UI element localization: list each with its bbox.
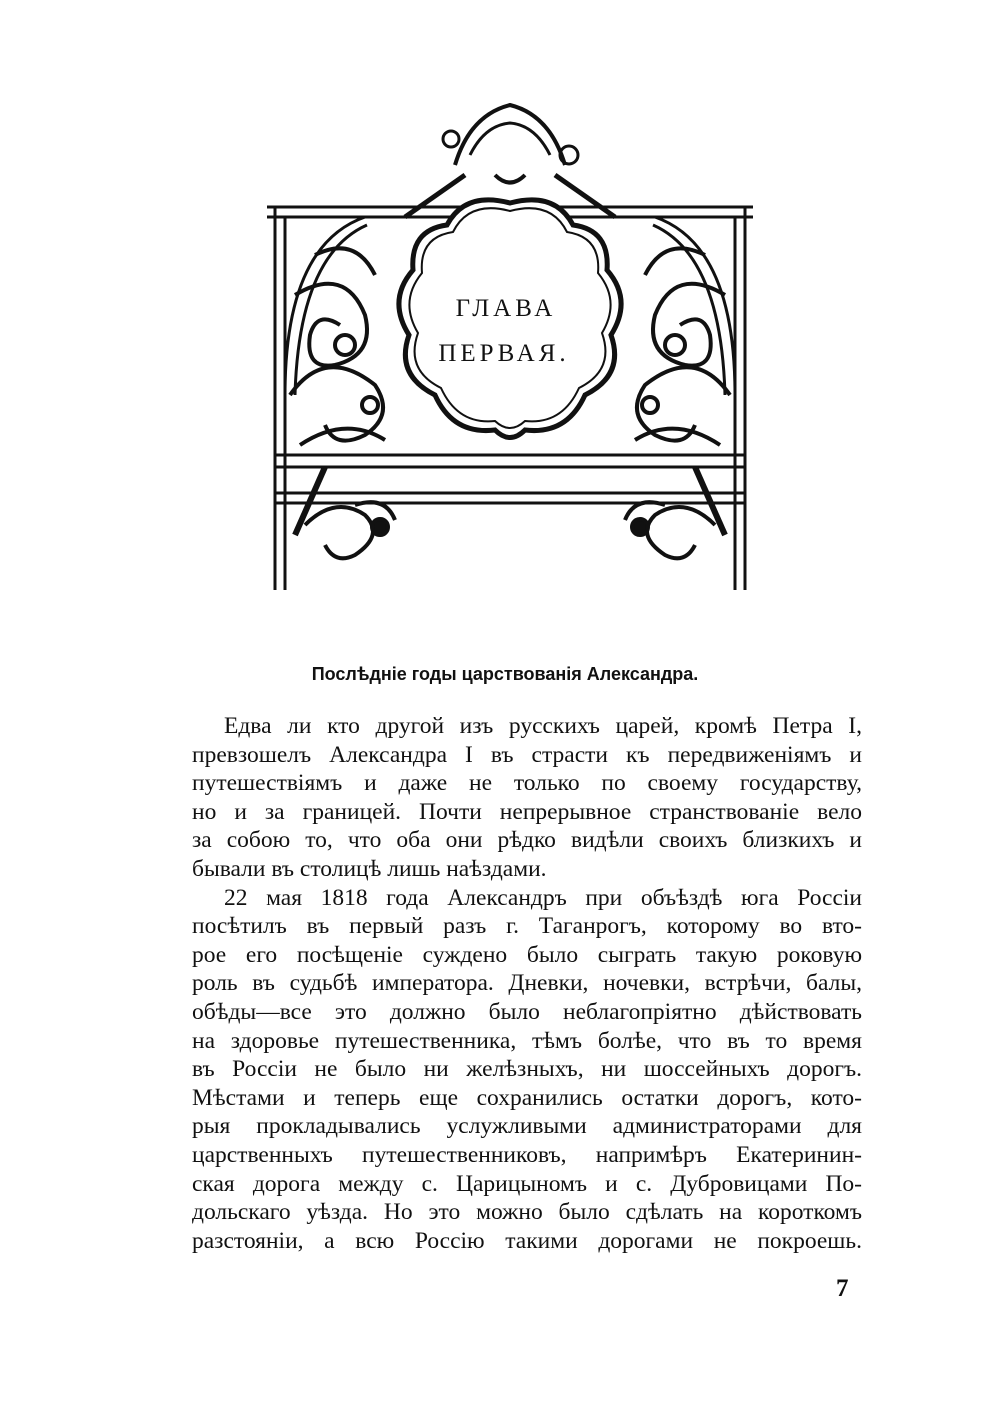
text-line: бывали въ столицѣ лишь наѣздами. <box>192 855 547 882</box>
text-line: рыя прокладывались услужливыми администраторами для <box>192 1113 862 1140</box>
text-line: обѣды—все это должно было неблагопріятно дѣйствовать <box>192 998 862 1025</box>
chapter-ornament <box>255 95 765 595</box>
text-line: посѣтилъ въ первый разъ г. Таганрогъ, которому во вто- <box>192 913 862 940</box>
text-line: путешествіямъ и даже не только по своему государству, <box>192 770 862 797</box>
text-line: царственныхъ путешественниковъ, напримѣръ Екатеринин- <box>192 1141 862 1168</box>
text-line: рое его посѣщеніе суждено было сыграть такую роковую <box>192 941 862 968</box>
text-line: роль въ судьбѣ императора. Дневки, ночевки, встрѣчи, балы, <box>192 970 862 997</box>
text-line: за собою то, что оба они рѣдко видѣли своихъ близкихъ и <box>192 827 862 854</box>
text-line: Едва ли кто другой изъ русскихъ царей, кромѣ Петра I, <box>224 713 862 739</box>
text-line: но и за границей. Почти непрерывное странствованіе вело <box>192 798 862 825</box>
section-title: Послѣдніе годы царствованія Александра. <box>311 664 699 684</box>
page-number: 7 <box>836 1275 849 1302</box>
text-line: дольскаго уѣзда. Но это можно было сдѣлать на короткомъ <box>192 1199 862 1226</box>
text-line: 22 мая 1818 года Александръ при объѣздѣ юга Россіи <box>224 884 862 911</box>
paragraph <box>192 712 862 884</box>
text-line: въ Россіи не было ни желѣзныхъ, ни шоссейныхъ дорогъ. <box>192 1056 862 1083</box>
paragraph <box>192 884 862 1256</box>
text-line: на здоровье путешественника, тѣмъ болѣе, что въ то время <box>192 1027 862 1054</box>
chapter-heading-word: ГЛАВА <box>455 295 557 322</box>
body-text <box>192 712 862 1255</box>
chapter-heading-number: ПЕРВАЯ. <box>438 340 570 367</box>
text-line: разстояніи, а всю Россію такими дорогами не покроешь. <box>192 1227 862 1254</box>
text-line: превзошелъ Александра I въ страсти къ передвиженіямъ и <box>192 741 862 768</box>
text-line: ская дорога между с. Царицыномъ и с. Дубровицами По- <box>192 1170 862 1197</box>
text-line: Мѣстами и теперь еще сохранились остатки дорогъ, кото- <box>192 1084 862 1111</box>
